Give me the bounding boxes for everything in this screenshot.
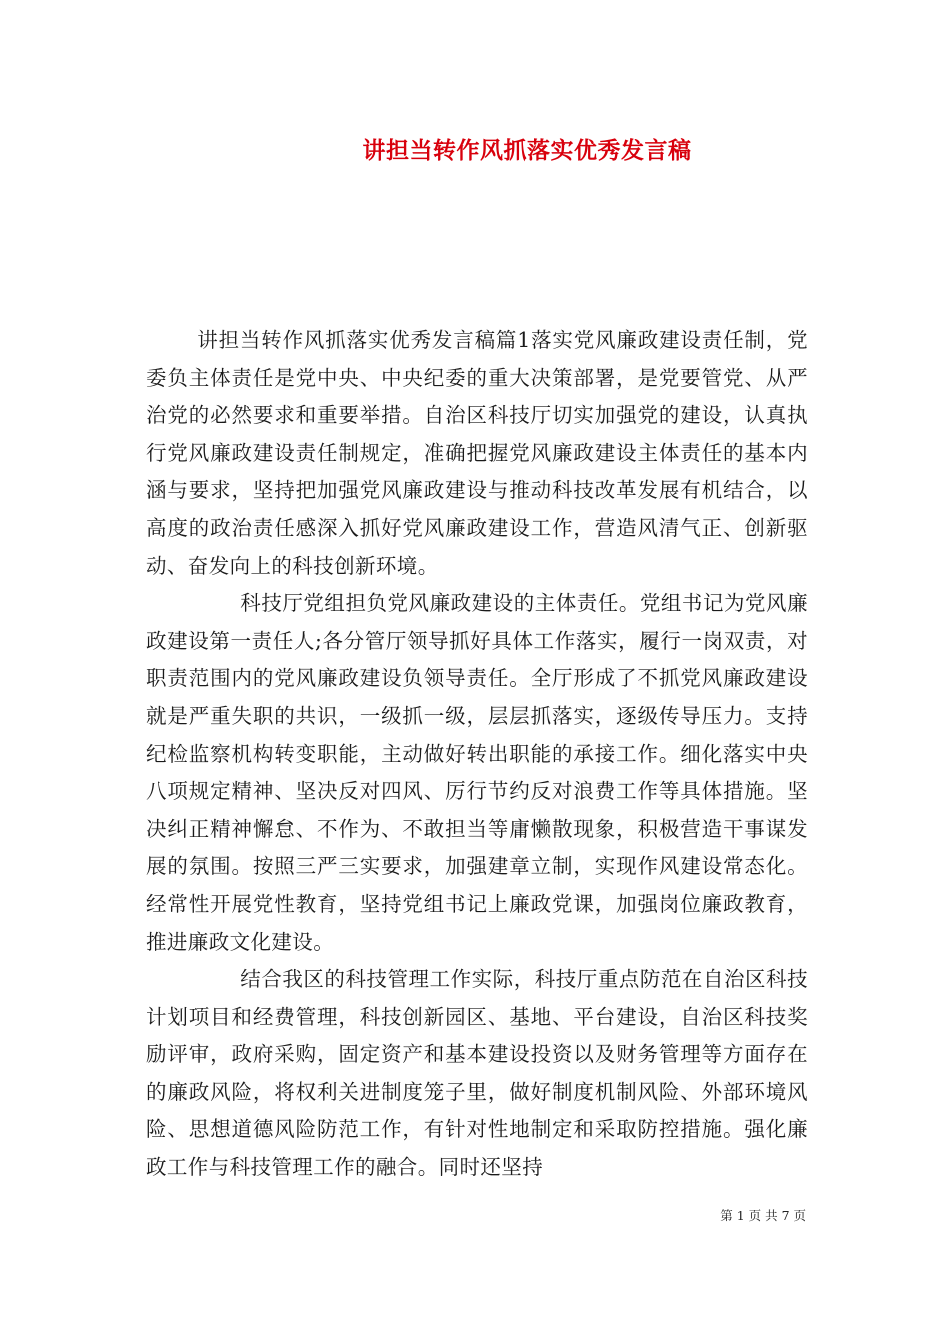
body-paragraph-1: 讲担当转作风抓落实优秀发言稿篇1落实党风廉政建设责任制，党委负主体责任是党中央、中央纪委的重大决策部署，是党要管党、从严治党的必然要求和重要举措。自治区科技厅切实加强党的建设，认真执行党风廉政建设责任制规定，准确把握党风廉政建设主体责任的基本内涵与要求，坚持把加强党风廉政建设与推动科技改革发展有机结合，以高度的政治责任感深入抓好党风廉政建设工作，营造风清气正、创新驱动、奋发向上的科技创新环境。: [146, 328, 808, 578]
document-title: 讲担当转作风抓落实优秀发言稿: [362, 137, 692, 164]
body-paragraph-2: 科技厅党组担负党风廉政建设的主体责任。党组书记为党风廉政建设第一责任人;各分管厅领导抓好具体工作落实，履行一岗双责，对职责范围内的党风廉政建设负领导责任。全厅形成了不抓党风廉政建设就是严重失职的共识，一级抓一级，层层抓落实，逐级传导压力。支持纪检监察机构转变职能，主动做好转出职能的承接工作。细化落实中央八项规定精神、坚决反对四风、厉行节约反对浪费工作等具体措施。坚决纠正精神懈怠、不作为、不敢担当等庸懒散现象，积极营造干事谋发展的氛围。按照三严三实要求，加强建章立制，实现作风建设常态化。经常性开展党性教育，坚持党组书记上廉政党课，加强岗位廉政教育，推进廉政文化建设。: [146, 591, 808, 954]
body-paragraph-3: 结合我区的科技管理工作实际，科技厅重点防范在自治区科技计划项目和经费管理，科技创新园区、基地、平台建设，自治区科技奖励评审，政府采购，固定资产和基本建设投资以及财务管理等方面存在的廉政风险，将权利关进制度笼子里，做好制度机制风险、外部环境风险、思想道德风险防范工作，有针对性地制定和采取防控措施。强化廉政工作与科技管理工作的融合。同时还坚持: [146, 967, 808, 1180]
page-number-footer: 第 1 页 共 7 页: [720, 1208, 806, 1223]
document-body: [146, 322, 808, 1187]
